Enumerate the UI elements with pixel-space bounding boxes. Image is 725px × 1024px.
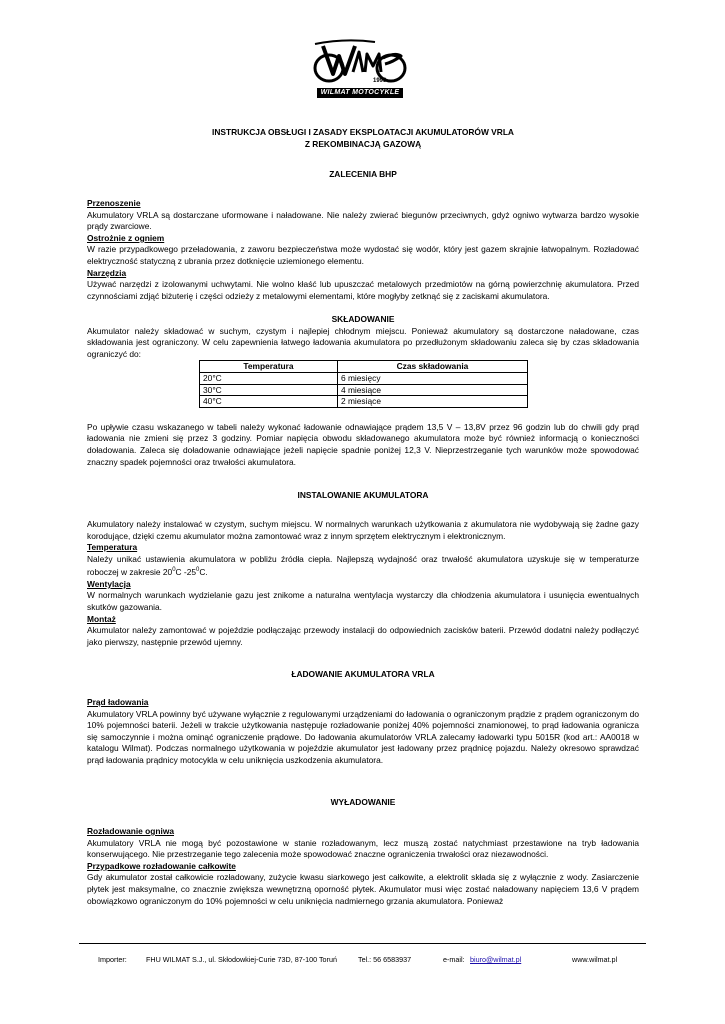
table-cell: 40°C [200, 396, 338, 408]
storage-paragraph-1: Akumulator należy składować w suchym, czystym i najlepiej chłodnym miejscu. Ponieważ akumulatory są dostarczone naładowane, czas składowania jest ograniczony. W celu zapewnienia łatwego ładowania akumulatora po przedłużonym składowaniu zaleca się by czas składowania ograniczyć do: [87, 325, 639, 359]
company-logo [305, 38, 415, 100]
section-discharge-title [87, 797, 639, 809]
bhp-subheading-handling: Przenoszenie [87, 198, 141, 208]
charging-heading: ŁADOWANIE AKUMULATORA VRLA [291, 669, 435, 679]
install-paragraph-temperature [87, 554, 639, 579]
install-subheading-mounting: Montaż [87, 613, 116, 624]
footer-company: FHU WILMAT S.J., ul. Skłodowkiej-Curie 73D, 87-100 Toruń [146, 955, 337, 964]
storage-table-header-row [200, 361, 528, 373]
title-line-2: Z REKOMBINACJĄ GAZOWĄ [304, 138, 422, 149]
footer-email-label: e-mail: [443, 955, 465, 964]
storage-table [199, 360, 528, 407]
motorcycle-logo-graphic [305, 38, 415, 88]
discharge-subheading-total: Przypadkowe rozładowanie całkowite [87, 860, 236, 871]
section-bhp-body [87, 198, 639, 302]
table-row [200, 396, 528, 408]
install-subheading-ventilation: Wentylacja [87, 578, 131, 589]
bhp-heading: ZALECENIA BHP [329, 169, 397, 179]
footer-divider [79, 943, 646, 944]
title-line-1: INSTRUKCJA OBSŁUGI I ZASADY EKSPLOATACJI AKUMULATORÓW VRLA [212, 127, 514, 137]
storage-paragraph-2: Po upływie czasu wskazanego w tabeli należy wykonać ładowanie odnawiające prądem 13,5 V – 13,8V przez 96 godzin lub do chwili gdy prąd ładowania nie zmieni się przez 3 godziny. Pomiar napięcia obwodu składowanego akumulatora może być również informacją o konieczności doładowania. Zaleca się doładowanie odnawiające jeżeli napięcie spadnie poniżej 12,3 V. Nieprzestrzeganie tych warunków może spowodować znaczny spadek pojemności oraz trwałości akumulatora. [87, 421, 639, 467]
bhp-subheading-fire: Ostrożnie z ogniem [87, 232, 165, 243]
discharge-heading: WYŁADOWANIE [330, 797, 396, 807]
install-temp-text-a: Należy unikać ustawienia akumulatora w pobliżu źródła ciepła. Najlepszą wydajność oraz trwałość akumulatora uzyskuje się w temperaturze roboczej w zakresie 20 [87, 553, 639, 578]
bhp-paragraph-fire: W razie przypadkowego przeładowania, z zaworu bezpieczeństwa może wydostać się wodór, który jest gazem skrajnie łatwopalnym. Rozładować elektryczność statyczną z ubrania przez dotknięcie uziemionego elementu. [87, 244, 639, 266]
charging-subheading-current: Prąd ładowania [87, 697, 149, 707]
install-heading: INSTALOWANIE AKUMULATORA [297, 490, 429, 500]
footer-email-link[interactable]: biuro@wilmat.pl [470, 955, 522, 964]
section-install-title [87, 490, 639, 502]
install-paragraph-1: Akumulatory należy instalować w czystym, suchym miejscu. W normalnych warunkach użytkowania z akumulatora nie wydobywają się żadne gazy korodujące, dzięki czemu akumulator można zamontować wraz z innym sprzętem elektrycznym i elektronicznym. [87, 519, 639, 541]
table-cell: 20°C [200, 372, 338, 384]
logo-year: 1993 [373, 78, 387, 84]
install-temp-text-c: C. [199, 567, 208, 578]
install-subheading-temperature: Temperatura [87, 542, 138, 553]
storage-table-header-time: Czas składowania [337, 361, 527, 373]
install-paragraph-ventilation: W normalnych warunkach wydzielanie gazu jest znikome a naturalna wentylacja wystarczy dla chłodzenia akumulatora i usunięcia ewentualnych skutków gazowania. [87, 590, 639, 612]
section-charging-title [87, 669, 639, 681]
section-discharge [87, 826, 639, 907]
document-title [87, 127, 639, 150]
storage-table-header-temperature: Temperatura [200, 361, 338, 373]
degree-superscript: 0 [172, 567, 176, 574]
charging-paragraph: Akumulatory VRLA powinny być używane wyłącznie z regulowanymi urządzeniami do ładowania o ograniczonym prądzie z prądem ograniczonym do 10% pojemności baterii. Jeżeli w trakcie użytkowania następuje rozładowanie poniżej 40% pojemności znamionowej, to prąd ładowania ogranicza się samoczynnie i można ominąć ograniczenie prądowe. Do ładowania akumulatorów VRLA zalecamy ładowarki typu 5015R (kod art.: AA0018 w katalogu Wilmat). Podczas normalnego użytkowania w pojeździe akumulator jest ładowany przez prądnicę pojazdu. Należy okresowo sprawdzać prąd ładowania prądnicy motocykla w celu uniknięcia uszkodzenia akumulatora. [87, 708, 639, 765]
section-install [87, 519, 639, 648]
footer-importer-label: Importer: [98, 955, 127, 964]
bhp-paragraph-handling: Akumulatory VRLA są dostarczane uformowane i naładowane. Nie należy zwierać biegunów przeciwnych, gdyż ogniwo wytwarza bardzo wysokie prądy zwarciowe. [87, 209, 639, 232]
footer-tel: Tel.: 56 6583937 [358, 955, 412, 964]
table-cell: 6 miesięcy [337, 372, 527, 384]
logo-brand-text: WILMAT MOTOCYKLE [317, 88, 403, 98]
discharge-paragraph-2: Gdy akumulator został całkowicie rozładowany, zużycie kwasu siarkowego jest całkowite, a elektrolit składa się z wyłącznie z wody. Zasiarczenie płytek jest maksymalne, co znacznie zwiększa wewnętrzną oporność płytek. Akumulator musi więc zostać naładowany napięciem 13,6 V prądem obowiązkowo ograniczonym do 10% pojemności w celu uniknięcia nadmiernego grzania akumulatora. Ponieważ [87, 872, 639, 906]
bhp-paragraph-tools: Używać narzędzi z izolowanymi uchwytami. Nie wolno kłaść lub upuszczać metalowych przedmiotów na górną powierzchnię akumulatora. Przed czynnościami zdjąć biżuterię i części odzieży z metalowymi elementami, które mogłyby zetknąć się z zaciskami akumulatora. [87, 279, 639, 301]
section-storage [87, 314, 639, 468]
table-row [200, 372, 528, 384]
discharge-paragraph-1: Akumulatory VRLA nie mogą być pozostawione w stanie rozładowanym, lecz muszą zostać natychmiast przestawione na tryb ładowania konserwującego. Nie przestrzeganie tego zalecenia może spowodować znaczne ograniczenia trwałości oraz niezawodności. [87, 837, 639, 860]
table-cell: 30°C [200, 384, 338, 396]
table-cell: 4 miesiące [337, 384, 527, 396]
table-cell: 2 miesiące [337, 396, 527, 408]
bhp-subheading-tools: Narzędzia [87, 267, 127, 278]
section-charging [87, 697, 639, 767]
footer-website[interactable]: www.wilmat.pl [572, 955, 618, 964]
storage-heading: SKŁADOWANIE [331, 314, 395, 324]
section-bhp [87, 169, 639, 181]
degree-superscript: 0 [196, 567, 200, 574]
discharge-subheading-cell: Rozładowanie ogniwa [87, 826, 175, 836]
install-paragraph-mounting: Akumulator należy zamontować w pojeździe podłączając przewody instalacji do odpowiednich zacisków baterii. Przewód dodatni należy podłączyć jako pierwszy, następnie przewód ujemny. [87, 625, 639, 647]
table-row [200, 384, 528, 396]
install-temp-text-b: C -25 [175, 567, 197, 578]
